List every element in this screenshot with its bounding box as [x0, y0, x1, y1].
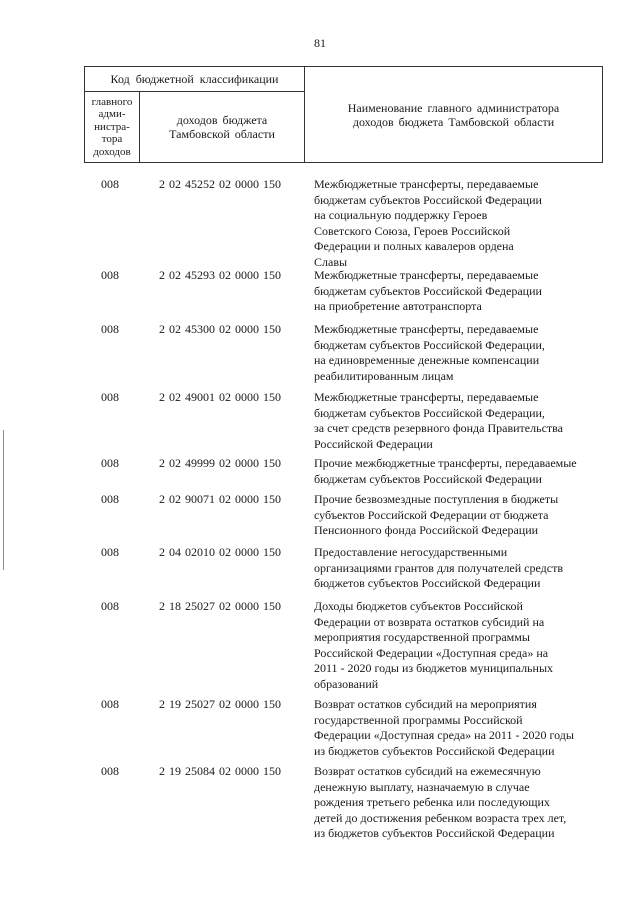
income-name: Межбюджетные трансферты, передаваемые бюджетам субъектов Российской Федерации, за счет средств резервного фонда Правительства Российской Федерации [314, 390, 563, 451]
header-income-column: доходов бюджета Тамбовской области [140, 92, 305, 163]
admin-code: 008 [101, 456, 119, 470]
admin-code: 008 [101, 390, 119, 404]
income-name: Прочие безвозмездные поступления в бюджеты субъектов Российской Федерации от бюджета Пенсионного фонда Российской Федерации [314, 492, 559, 537]
admin-code: 008 [101, 177, 119, 191]
income-name: Возврат остатков субсидий на мероприятия государственной программы Российской Федерации «Доступная среда» на 2011 - 2020 годы из бюджетов субъектов Российской Федерации [314, 697, 574, 758]
header-admin-column: главного адми- нистра- тора доходов [85, 92, 140, 163]
admin-code: 008 [101, 764, 119, 778]
income-code: 2 19 25084 02 0000 150 [159, 764, 281, 778]
income-name: Предоставление негосударственными организациями грантов для получателей средств бюджетов субъектов Российской Федерации [314, 545, 564, 590]
admin-code: 008 [101, 697, 119, 711]
income-code: 2 02 45293 02 0000 150 [159, 268, 281, 282]
page-number: 81 [314, 36, 326, 50]
income-name: Межбюджетные трансферты, передаваемые бюджетам субъектов Российской Федерации, на единовременные денежные компенсации реабилитированным лицам [314, 322, 545, 383]
income-code: 2 02 49999 02 0000 150 [159, 456, 281, 470]
income-name: Межбюджетные трансферты, передаваемые бюджетам субъектов Российской Федерации на приобретение автотранспорта [314, 268, 542, 313]
admin-code: 008 [101, 268, 119, 282]
income-name: Доходы бюджетов субъектов Российской Федерации от возврата остатков субсидий на мероприятия государственной программы Российской Федерации «Доступная среда» на 2011 - 2020 годы из бюджетов муниципальных образований [314, 599, 554, 691]
header-classification: Код бюджетной классификации [85, 67, 305, 92]
income-code: 2 02 45252 02 0000 150 [159, 177, 281, 191]
income-code: 2 02 90071 02 0000 150 [159, 492, 281, 506]
income-code: 2 19 25027 02 0000 150 [159, 697, 281, 711]
income-code: 2 18 25027 02 0000 150 [159, 599, 281, 613]
income-code: 2 02 45300 02 0000 150 [159, 322, 281, 336]
income-name: Межбюджетные трансферты, передаваемые бюджетам субъектов Российской Федерации на социальную поддержку Героев Советского Союза, Героев Российской Федерации и полных кавалеров ордена Славы [314, 177, 542, 269]
income-name: Прочие межбюджетные трансферты, передаваемые бюджетам субъектов Российской Федерации [314, 456, 577, 486]
admin-code: 008 [101, 322, 119, 336]
table-header [84, 66, 603, 163]
header-name-column: Наименование главного администратора доходов бюджета Тамбовской области [305, 67, 603, 163]
admin-code: 008 [101, 492, 119, 506]
admin-code: 008 [101, 599, 119, 613]
income-name: Возврат остатков субсидий на ежемесячную денежную выплату, назначаемую в случае рождения третьего ребенка или последующих детей до достижения ребенком возраста трех лет, из бюджетов субъектов Российской Федерации [314, 764, 567, 840]
income-code: 2 04 02010 02 0000 150 [159, 545, 281, 559]
income-code: 2 02 49001 02 0000 150 [159, 390, 281, 404]
scan-margin-line [3, 430, 4, 570]
admin-code: 008 [101, 545, 119, 559]
